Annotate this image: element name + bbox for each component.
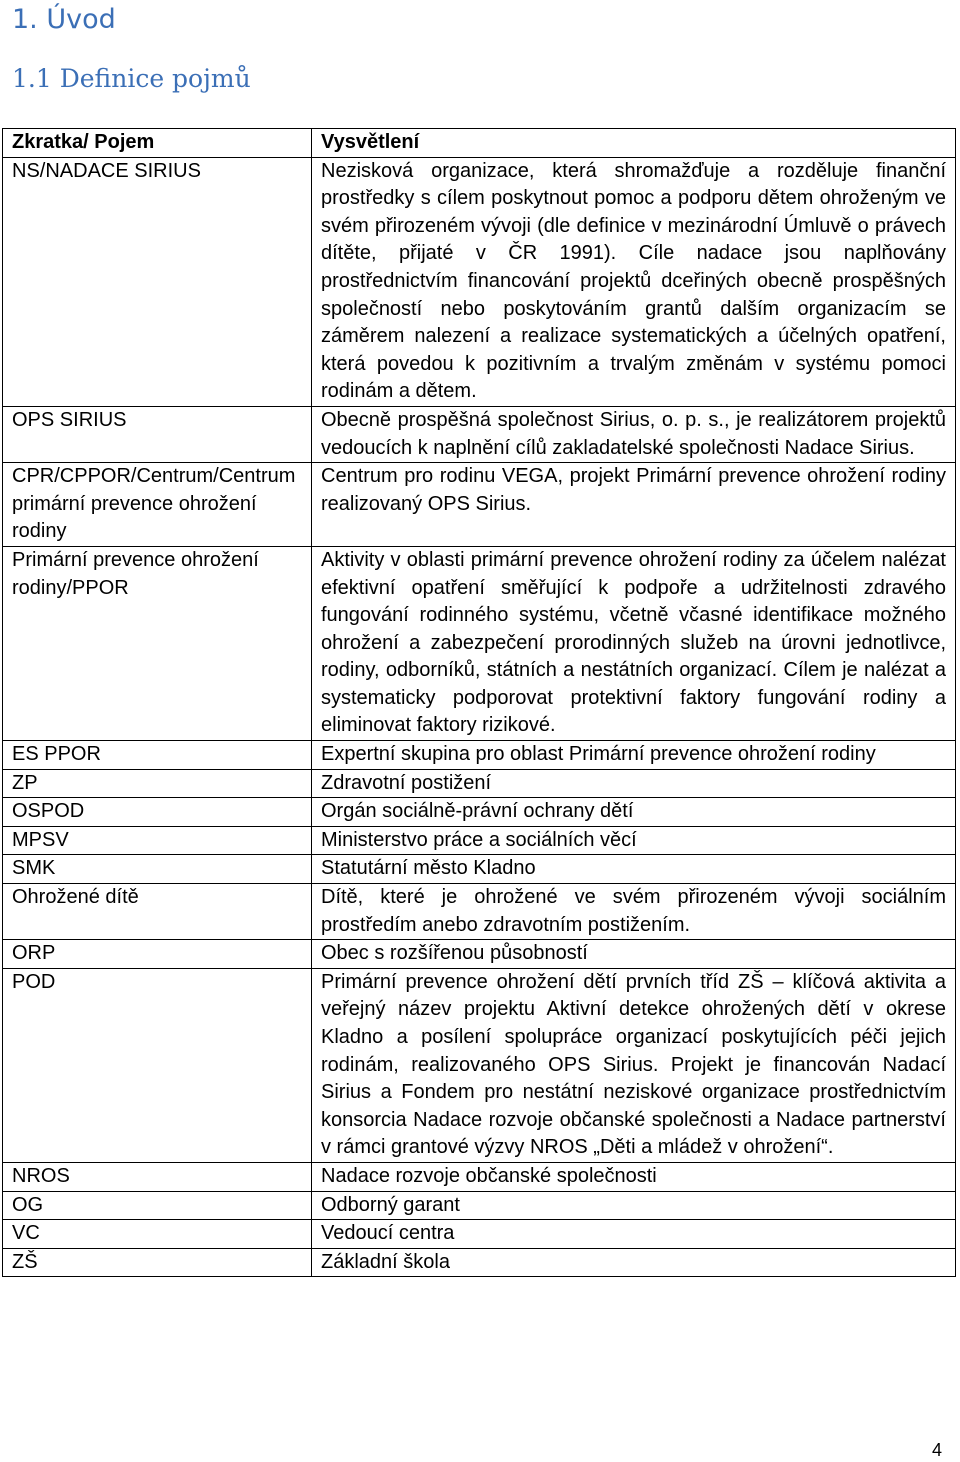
table-row <box>3 463 956 547</box>
page-number: 4 <box>931 1440 942 1460</box>
table-row <box>3 968 956 1162</box>
definition-cell: Orgán sociálně-právní ochrany dětí <box>312 798 956 827</box>
term-cell: MPSV <box>3 826 312 855</box>
term-cell: Primární prevence ohrožení rodiny/PPOR <box>3 546 312 740</box>
term-cell: POD <box>3 968 312 1162</box>
term-cell: ES PPOR <box>3 741 312 770</box>
table-row <box>3 798 956 827</box>
term-cell: ZP <box>3 769 312 798</box>
definition-cell: Ministerstvo práce a sociálních věcí <box>312 826 956 855</box>
table-row <box>3 157 956 406</box>
definition-cell: Centrum pro rodinu VEGA, projekt Primární prevence ohrožení rodiny realizovaný OPS Sirius. <box>312 463 956 547</box>
chapter-heading: 1. Úvod <box>12 4 116 35</box>
term-cell: Ohrožené dítě <box>3 884 312 940</box>
header-term: Zkratka/ Pojem <box>3 129 312 158</box>
term-cell: OSPOD <box>3 798 312 827</box>
table-row <box>3 826 956 855</box>
table-header-row <box>3 129 956 158</box>
table-row <box>3 940 956 969</box>
term-cell: NROS <box>3 1162 312 1191</box>
definition-cell: Statutární město Kladno <box>312 855 956 884</box>
definition-cell: Odborný garant <box>312 1191 956 1220</box>
definition-cell: Expertní skupina pro oblast Primární prevence ohrožení rodiny <box>312 741 956 770</box>
term-cell: CPR/CPPOR/Centrum/Centrum primární prevence ohrožení rodiny <box>3 463 312 547</box>
table-row <box>3 741 956 770</box>
definition-cell: Základní škola <box>312 1248 956 1277</box>
header-definition: Vysvětlení <box>312 129 956 158</box>
definition-cell: Primární prevence ohrožení dětí prvních tříd ZŠ – klíčová aktivita a veřejný název projektu Aktivní detekce ohrožených dětí v okrese Kladno a posílení spolupráce organizací poskytujících péči jejich rodinám, realizovaného OPS Sirius. Projekt je financován Nadací Sirius a Fondem pro nestátní neziskové organizace prostřednictvím konsorcia Nadace rozvoje občanské společnosti a Nadace partnerství v rámci grantové výzvy NROS „Děti a mládež v ohrožení“. <box>312 968 956 1162</box>
definition-cell: Zdravotní postižení <box>312 769 956 798</box>
table-row <box>3 546 956 740</box>
table-row <box>3 769 956 798</box>
term-cell: SMK <box>3 855 312 884</box>
table-row <box>3 406 956 462</box>
definition-cell: Nadace rozvoje občanské společnosti <box>312 1162 956 1191</box>
definition-cell: Obecně prospěšná společnost Sirius, o. p. s., je realizátorem projektů vedoucích k naplnění cílů zakladatelské společnosti Nadace Sirius. <box>312 406 956 462</box>
definition-cell: Obec s rozšířenou působností <box>312 940 956 969</box>
section-heading: 1.1 Definice pojmů <box>12 64 251 93</box>
term-cell: OPS SIRIUS <box>3 406 312 462</box>
table-row <box>3 884 956 940</box>
term-cell: NS/NADACE SIRIUS <box>3 157 312 406</box>
table-row <box>3 1191 956 1220</box>
definition-cell: Dítě, které je ohrožené ve svém přirozeném vývoji sociálním prostředím anebo zdravotním postižením. <box>312 884 956 940</box>
term-cell: ZŠ <box>3 1248 312 1277</box>
table-row <box>3 1248 956 1277</box>
definition-cell: Nezisková organizace, která shromažďuje a rozděluje finanční prostředky s cílem poskytnout pomoc a podporu dětem ohroženým ve svém přirozeném vývoji (dle definice v mezinárodní Úmluvě o právech dítěte, přijaté v ČR 1991). Cíle nadace jsou naplňovány prostřednictvím financování projektů dceřiných obecně prospěšných společností nebo poskytováním grantů dalším organizacím se záměrem nalezení a realizace systematických a účelných opatření, která povedou k pozitivním a trvalým změnám v systému pomoci rodinám a dětem. <box>312 157 956 406</box>
term-cell: VC <box>3 1220 312 1249</box>
definition-cell: Aktivity v oblasti primární prevence ohrožení rodiny za účelem nalézat efektivní opatření směřující k podpoře a udržitelnosti zdravého fungování rodinného systému, včetně včasné identifikace možného ohrožení a zabezpečení prorodinných služeb na úrovni jednotlivce, rodiny, odborníků, státních a nestátních organizací. Cílem je nalézat a systematicky podporovat protektivní faktory fungování rodiny a eliminovat faktory rizikové. <box>312 546 956 740</box>
table-row <box>3 1162 956 1191</box>
term-cell: ORP <box>3 940 312 969</box>
table-row <box>3 1220 956 1249</box>
term-cell: OG <box>3 1191 312 1220</box>
definitions-table <box>2 128 956 1277</box>
table-row <box>3 855 956 884</box>
definition-cell: Vedoucí centra <box>312 1220 956 1249</box>
